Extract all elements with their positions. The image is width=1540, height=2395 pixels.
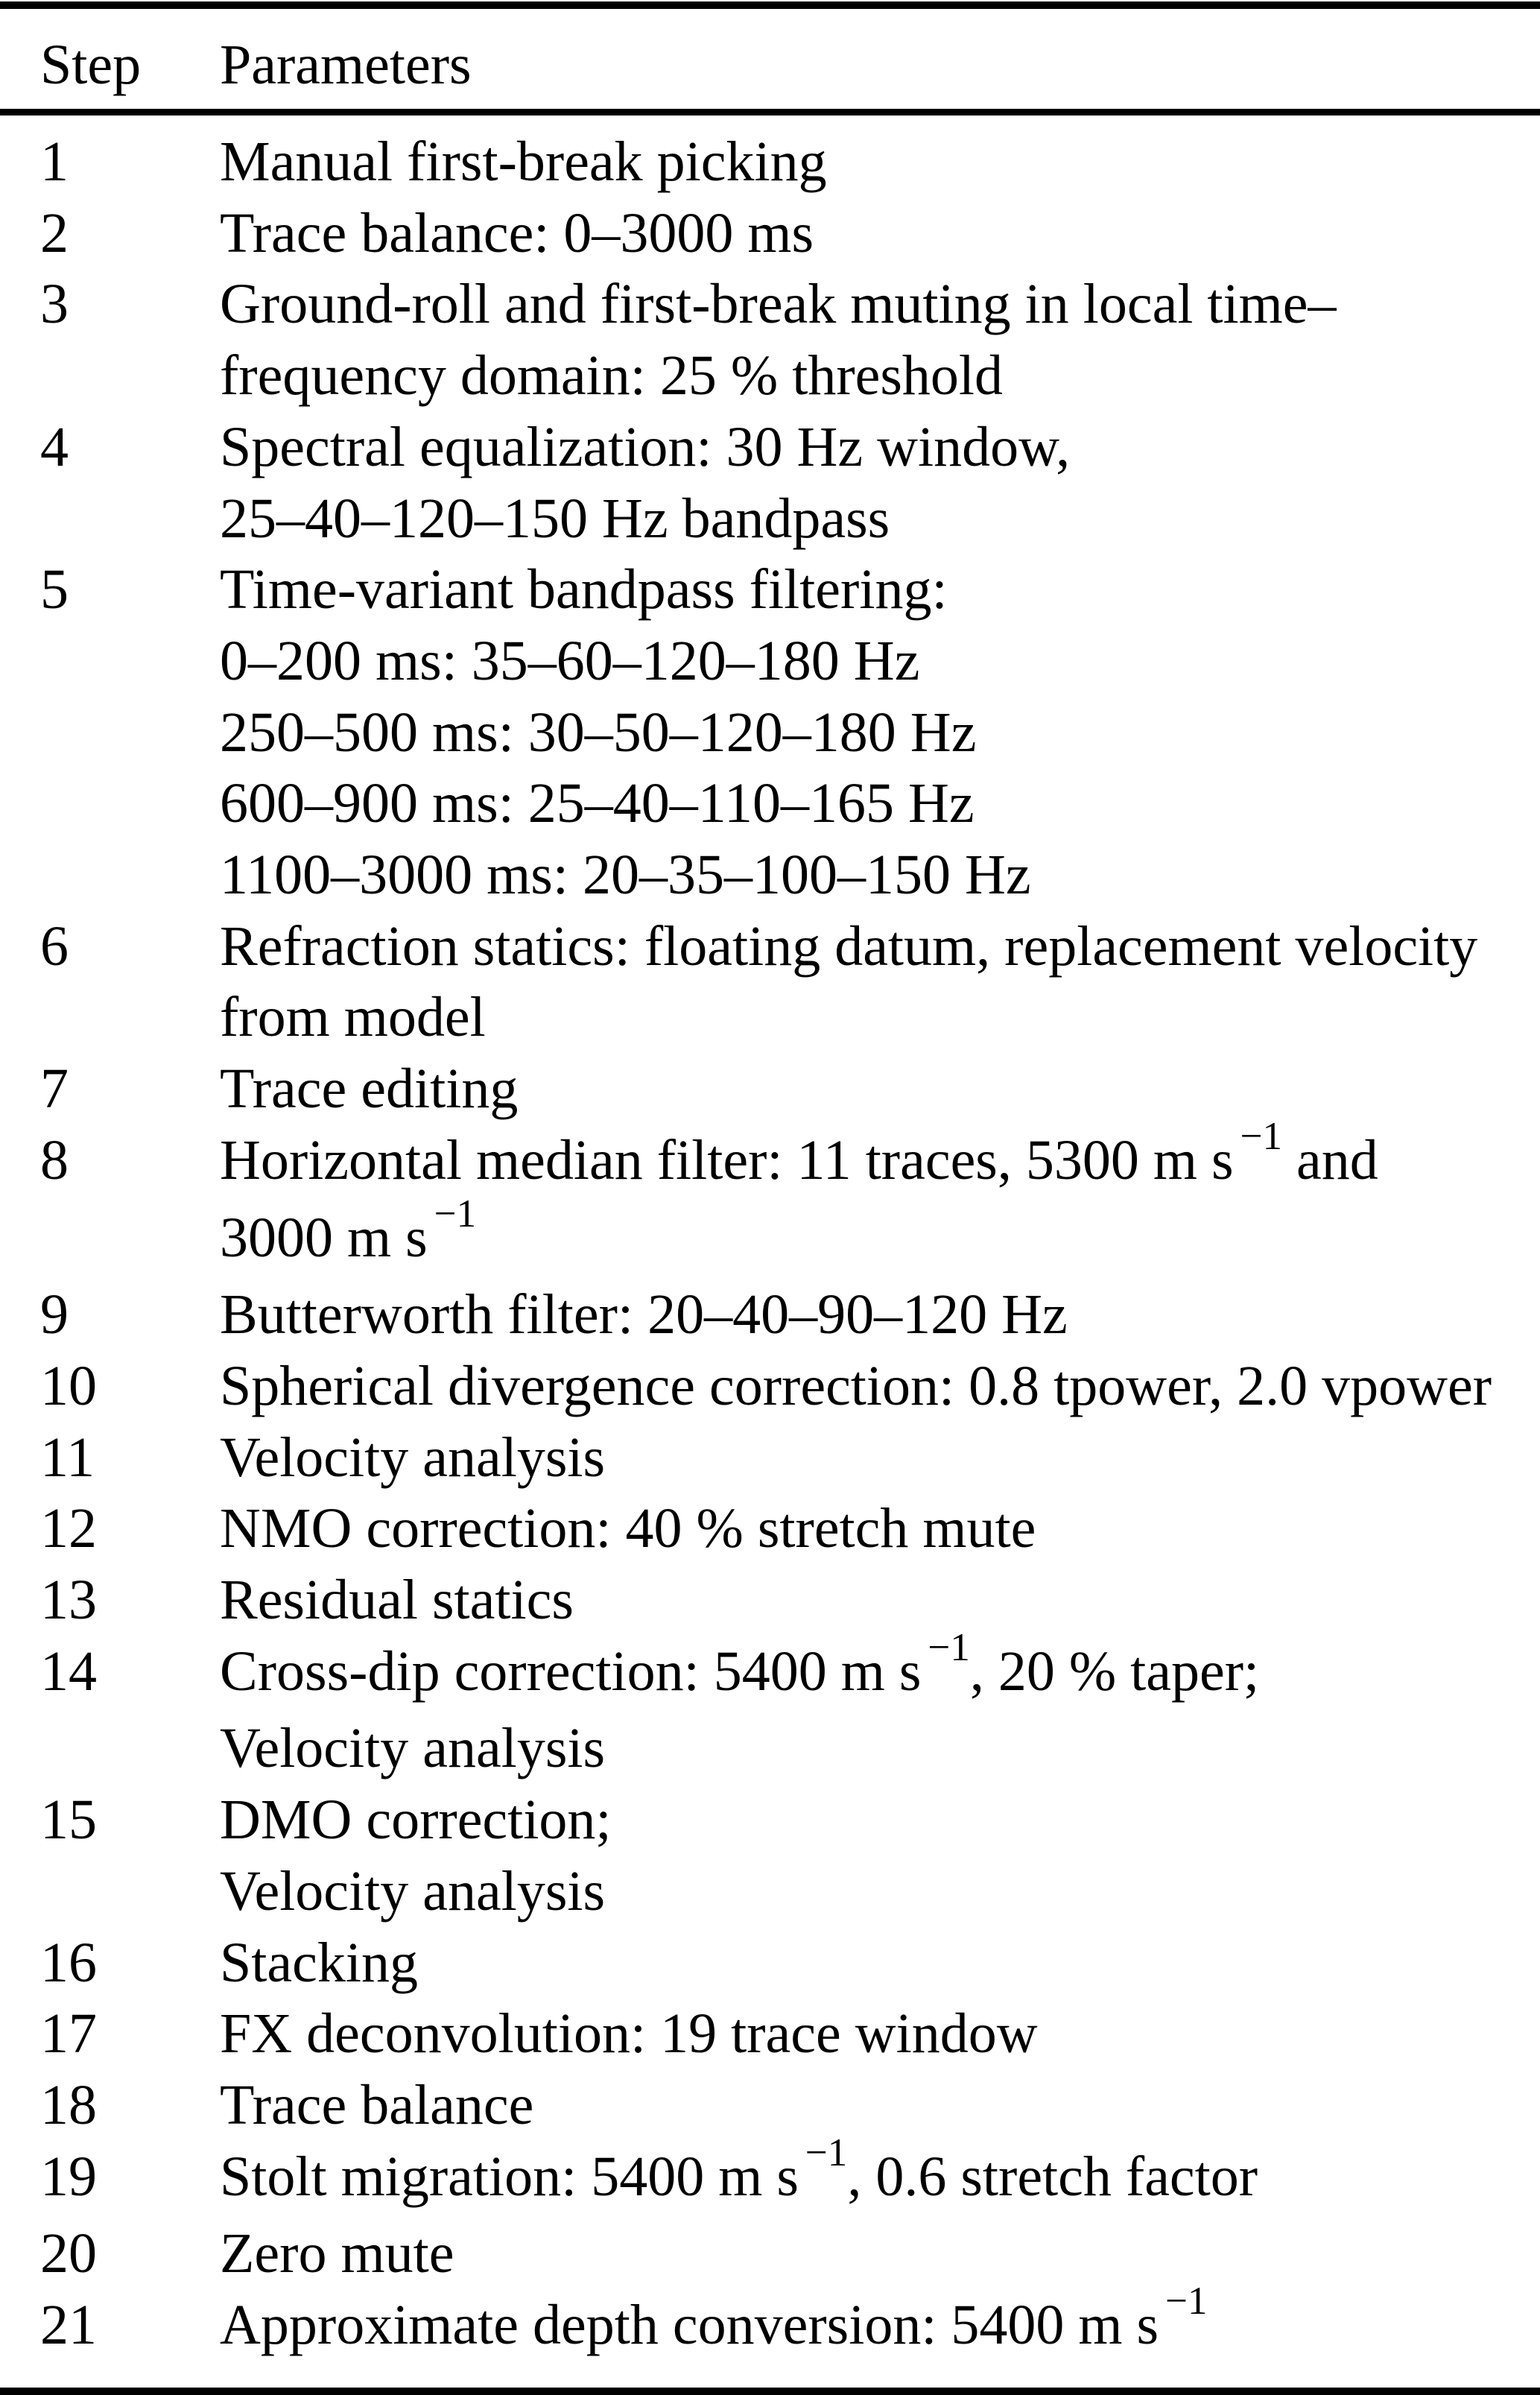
param-text: , 20 % taper; <box>969 1639 1260 1703</box>
table-row <box>0 1928 1540 1999</box>
param-line <box>220 1999 1540 2070</box>
param-cell <box>220 2070 1540 2142</box>
param-text: Zero mute <box>220 2222 454 2285</box>
table-header-rule <box>0 109 1540 116</box>
param-line <box>220 341 1540 412</box>
table-row <box>0 2130 1540 2219</box>
param-text: Velocity analysis <box>220 1717 606 1780</box>
table-row <box>0 1999 1540 2070</box>
param-cell <box>220 198 1540 270</box>
step-cell: 18 <box>40 2073 97 2136</box>
step-cell: 7 <box>40 1057 69 1121</box>
param-line <box>220 2218 1540 2290</box>
param-cell <box>220 1565 1540 1636</box>
table-row <box>0 2070 1540 2142</box>
param-line <box>220 1928 1540 1999</box>
table-row <box>0 1351 1540 1423</box>
param-line <box>220 2070 1540 2142</box>
column-header-parameters: Parameters <box>220 34 472 96</box>
param-line <box>220 768 1540 840</box>
table-row <box>0 198 1540 270</box>
step-cell: 8 <box>40 1128 69 1192</box>
table-row <box>0 1785 1540 1927</box>
param-cell <box>220 127 1540 198</box>
step-cell: 11 <box>40 1426 95 1489</box>
step-cell: 12 <box>40 1497 97 1560</box>
param-text: Horizontal median filter: 11 traces, 5300 m s <box>220 1128 1234 1192</box>
superscript-exponent: −1 <box>1165 2279 1208 2323</box>
param-line <box>220 1856 1540 1928</box>
table-row <box>0 1565 1540 1636</box>
param-text: Time-variant bandpass filtering: <box>220 558 948 621</box>
param-line <box>220 1279 1540 1351</box>
param-line <box>220 1625 1540 1714</box>
param-cell <box>220 2130 1540 2219</box>
param-line <box>220 1713 1540 1785</box>
param-text: Ground-roll and first-break muting in local time– <box>220 273 1337 336</box>
param-line <box>220 1114 1540 1203</box>
param-line <box>220 1054 1540 1125</box>
step-cell: 4 <box>40 415 69 478</box>
param-text: Cross-dip correction: 5400 m s <box>220 1639 922 1703</box>
param-text: 3000 m s <box>220 1206 428 1269</box>
param-cell <box>220 1054 1540 1125</box>
param-cell <box>220 1114 1540 1279</box>
step-cell: 16 <box>40 1931 97 1994</box>
step-cell: 9 <box>40 1283 69 1347</box>
param-line <box>220 1423 1540 1494</box>
step-cell: 19 <box>40 2145 97 2208</box>
param-cell <box>220 1351 1540 1423</box>
table-row <box>0 2279 1540 2367</box>
param-line <box>220 1785 1540 1856</box>
table-row <box>0 2218 1540 2290</box>
param-line <box>220 840 1540 911</box>
step-cell: 14 <box>40 1639 97 1703</box>
param-text: Manual first-break picking <box>220 130 827 193</box>
param-text: Refraction statics: floating datum, replacement velocity <box>220 914 1478 978</box>
param-line <box>220 484 1540 555</box>
param-line <box>220 198 1540 270</box>
param-cell <box>220 554 1540 911</box>
param-text: Spherical divergence correction: 0.8 tpower, 2.0 vpower <box>220 1354 1492 1417</box>
superscript-exponent: −1 <box>805 2130 848 2174</box>
param-text: Trace balance <box>220 2073 534 2136</box>
param-cell <box>220 1928 1540 1999</box>
param-cell <box>220 1999 1540 2070</box>
param-text: 25–40–120–150 Hz bandpass <box>220 487 890 550</box>
param-line <box>220 1565 1540 1636</box>
param-text: Residual statics <box>220 1569 574 1632</box>
param-line <box>220 2130 1540 2219</box>
param-line <box>220 269 1540 341</box>
table-row <box>0 1493 1540 1565</box>
param-text: NMO correction: 40 % stretch mute <box>220 1497 1036 1560</box>
param-line <box>220 1351 1540 1423</box>
param-line <box>220 697 1540 769</box>
param-line <box>220 2279 1540 2367</box>
param-text: DMO correction; <box>220 1788 612 1852</box>
param-cell <box>220 1493 1540 1565</box>
step-cell: 13 <box>40 1569 97 1632</box>
param-cell <box>220 1785 1540 1927</box>
param-text: from model <box>220 986 486 1049</box>
param-line <box>220 626 1540 697</box>
param-text: Velocity analysis <box>220 1426 606 1489</box>
param-text: Stolt migration: 5400 m s <box>220 2145 799 2208</box>
param-cell <box>220 2279 1540 2367</box>
param-text: 1100–3000 ms: 20–35–100–150 Hz <box>220 844 1031 907</box>
table-row <box>0 1054 1540 1125</box>
param-text: Approximate depth conversion: 5400 m s <box>220 2294 1159 2357</box>
param-cell <box>220 269 1540 411</box>
param-text: Spectral equalization: 30 Hz window, <box>220 415 1071 478</box>
param-text: , 0.6 stretch factor <box>847 2145 1258 2208</box>
table-header-row <box>0 29 1540 101</box>
step-cell: 6 <box>40 914 69 978</box>
table-row <box>0 412 1540 554</box>
param-line <box>220 982 1540 1054</box>
superscript-exponent: −1 <box>434 1192 477 1236</box>
table-row <box>0 1625 1540 1785</box>
step-cell: 2 <box>40 201 69 265</box>
param-cell <box>220 2218 1540 2290</box>
table-row <box>0 1423 1540 1494</box>
processing-steps-table <box>0 1 1540 2395</box>
param-line <box>220 412 1540 484</box>
table-row <box>0 911 1540 1054</box>
param-line <box>220 127 1540 198</box>
table-row <box>0 554 1540 911</box>
step-cell: 15 <box>40 1788 97 1852</box>
step-cell: 20 <box>40 2222 97 2285</box>
param-text: and <box>1281 1128 1378 1192</box>
param-cell <box>220 412 1540 554</box>
param-cell <box>220 1279 1540 1351</box>
table-row <box>0 127 1540 198</box>
param-line <box>220 911 1540 983</box>
param-line <box>220 1493 1540 1565</box>
param-text: Trace editing <box>220 1057 519 1121</box>
param-line <box>220 554 1540 626</box>
table-bottom-rule <box>0 2388 1540 2395</box>
table-row <box>0 269 1540 411</box>
param-cell <box>220 1423 1540 1494</box>
step-cell: 5 <box>40 558 69 621</box>
table-top-rule <box>0 1 1540 9</box>
superscript-exponent: −1 <box>1240 1114 1282 1158</box>
param-text: 600–900 ms: 25–40–110–165 Hz <box>220 772 975 835</box>
step-cell: 1 <box>40 130 69 193</box>
param-text: FX deconvolution: 19 trace window <box>220 2002 1038 2066</box>
step-cell: 21 <box>40 2294 97 2357</box>
step-cell: 10 <box>40 1354 97 1417</box>
param-text: frequency domain: 25 % threshold <box>220 344 1004 408</box>
step-cell: 3 <box>40 273 69 336</box>
table-row <box>0 1114 1540 1279</box>
param-text: Velocity analysis <box>220 1859 606 1923</box>
superscript-exponent: −1 <box>928 1625 970 1669</box>
param-text: 0–200 ms: 35–60–120–180 Hz <box>220 629 920 692</box>
table-row <box>0 1279 1540 1351</box>
param-text: Stacking <box>220 1931 418 1994</box>
param-line <box>220 1192 1540 1280</box>
param-cell <box>220 1625 1540 1785</box>
param-text: Trace balance: 0–3000 ms <box>220 201 814 265</box>
param-text: 250–500 ms: 30–50–120–180 Hz <box>220 700 977 764</box>
step-cell: 17 <box>40 2002 97 2066</box>
table-body <box>0 116 1540 2367</box>
param-cell <box>220 911 1540 1054</box>
param-text: Butterworth filter: 20–40–90–120 Hz <box>220 1283 1068 1347</box>
column-header-step: Step <box>40 34 142 96</box>
